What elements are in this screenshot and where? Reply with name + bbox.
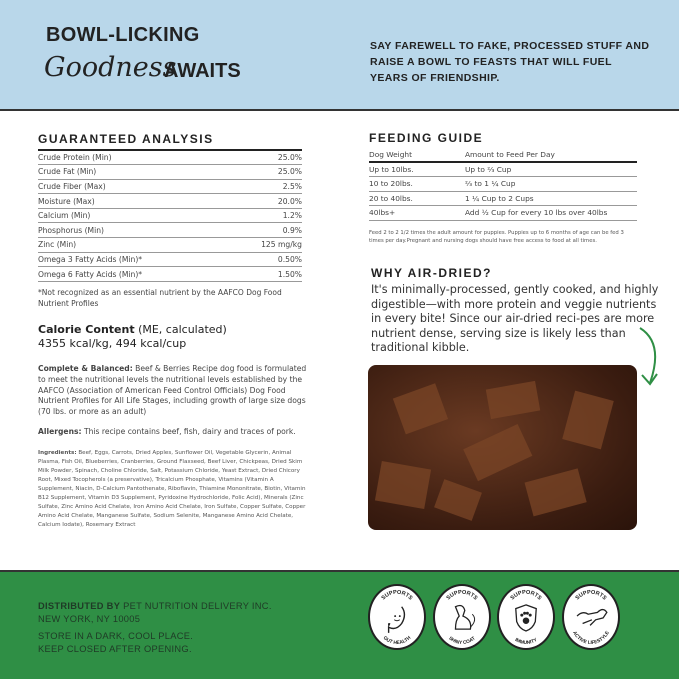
- analysis-note: *Not recognized as an essential nutrient by the AAFCO Dog Food Nutrient Profiles: [38, 287, 282, 308]
- badge-top-text: SUPPORTS: [509, 589, 543, 602]
- column-header: Dog Weight: [369, 147, 465, 162]
- why-air-dried-title: WHY AIR-DRIED?: [371, 266, 492, 280]
- ingredients: [38, 449, 310, 530]
- column-header: Amount to Feed Per Day: [465, 147, 637, 162]
- nutrient-name: Zinc (Min): [38, 238, 228, 253]
- nutrient-name: Moisture (Max): [38, 194, 228, 209]
- badge-bottom-text: SHINY COAT: [447, 636, 477, 647]
- table-row: [38, 194, 302, 209]
- benefit-badge: [368, 584, 426, 650]
- nutrient-name: Crude Fiber (Max): [38, 179, 228, 194]
- table-row: [369, 162, 637, 177]
- svg-text:SUPPORTS: [446, 590, 479, 602]
- benefit-badge: [433, 584, 491, 650]
- svg-text:IMMUNITY: [514, 637, 539, 646]
- allergens-label: Allergens:: [38, 427, 82, 436]
- nutrient-value: 25.0%: [228, 165, 302, 180]
- ingredients-label: Ingredients:: [38, 450, 77, 456]
- svg-text:ACTIVE LIFESTYLE: [571, 630, 611, 647]
- table-row: [38, 165, 302, 180]
- table-row: [38, 252, 302, 267]
- dog-weight: Up to 10lbs.: [369, 162, 465, 177]
- feed-amount: Add ½ Cup for every 10 lbs over 40lbs: [465, 206, 637, 221]
- complete-text: Beef & Berries Recipe dog food is formulated to meet the nutritional levels the nutritional levels established by the AAFCO (Association of American Feed Control Officials) Dog Food Nutrient Profiles for All Life Stages, including growth of large size dogs (70 lbs. or more as an adult): [38, 364, 307, 417]
- nutrient-value: 2.5%: [228, 179, 302, 194]
- badge-top-text: SUPPORTS: [574, 589, 608, 602]
- distributor-name: PET NUTRITION DELIVERY INC.: [120, 601, 272, 611]
- benefit-badge: [497, 584, 555, 650]
- dog-weight: 20 to 40lbs.: [369, 191, 465, 206]
- nutrient-name: Phosphorus (Min): [38, 223, 228, 238]
- feed-amount: ⅔ to 1 ¼ Cup: [465, 177, 637, 192]
- nutrient-name: Omega 3 Fatty Acids (Min)*: [38, 252, 228, 267]
- table-row: [38, 179, 302, 194]
- badge-top-text: SUPPORTS: [445, 589, 479, 602]
- calorie-content: [38, 323, 308, 351]
- feed-amount: 1 ¼ Cup to 2 Cups: [465, 191, 637, 206]
- complete-balanced: [38, 364, 308, 418]
- section-title: GUARANTEED ANALYSIS: [38, 132, 214, 146]
- section-title: FEEDING GUIDE: [369, 131, 484, 145]
- storage-line: STORE IN A DARK, COOL PLACE.: [38, 631, 194, 641]
- badge-bottom-text: IMMUNITY: [513, 637, 539, 647]
- headline-line1: BOWL-LICKING: [46, 24, 200, 46]
- feed-amount: Up to ⅔ Cup: [465, 162, 637, 177]
- table-row: [38, 150, 302, 165]
- table-row: [38, 238, 302, 253]
- benefit-badge: [562, 584, 620, 650]
- table-row: [369, 191, 637, 206]
- nutrient-value: 125 mg/kg: [228, 238, 302, 253]
- table-row: [369, 206, 637, 221]
- guaranteed-analysis: [38, 132, 302, 309]
- calorie-value: 4355 kcal/kg, 494 kcal/cup: [38, 337, 187, 350]
- nutrient-value: 0.9%: [228, 223, 302, 238]
- nutrient-value: 1.50%: [228, 267, 302, 282]
- badge-top-text: SUPPORTS: [380, 589, 414, 602]
- nutrient-name: Crude Fat (Min): [38, 165, 228, 180]
- distributor-label: DISTRIBUTED BY: [38, 601, 121, 611]
- dog-weight: 10 to 20lbs.: [369, 177, 465, 192]
- feeding-table: [369, 147, 637, 221]
- storage-line: KEEP CLOSED AFTER OPENING.: [38, 644, 192, 654]
- table-row: [38, 208, 302, 223]
- tagline: SAY FAREWELL TO FAKE, PROCESSED STUFF AND RAISE A BOWL TO FEASTS THAT WILL FUEL YEARS OF FRIENDSHIP.: [370, 40, 650, 84]
- analysis-table: [38, 149, 302, 282]
- food-texture: [368, 365, 637, 530]
- nutrient-value: 0.50%: [228, 252, 302, 267]
- badge-bottom-text: ACTIVE LIFESTYLE: [571, 630, 611, 647]
- badge-bottom-text: GUT HEALTH: [381, 635, 413, 647]
- headline-script-word: Goodness: [44, 52, 177, 83]
- nutrient-name: Crude Protein (Min): [38, 150, 228, 165]
- dog-weight: 40lbs+: [369, 206, 465, 221]
- svg-text:SUPPORTS: [510, 590, 543, 602]
- feeding-note: Feed 2 to 2 1/2 times the adult amount for puppies. Puppies up to 6 months of age can be fed 3 times per day.Pregnant and nursing dogs should have free access to food at all times.: [369, 230, 624, 244]
- running-dog-icon: [577, 610, 607, 626]
- table-row: [38, 223, 302, 238]
- calorie-qualifier: (ME, calculated): [134, 323, 227, 336]
- allergens-text: This recipe contains beef, fish, dairy and traces of pork.: [81, 427, 296, 436]
- curved-arrow-icon: [636, 325, 666, 389]
- svg-text:SHINY COAT: [447, 636, 476, 647]
- table-row: [38, 267, 302, 282]
- distributor: [38, 600, 272, 626]
- table-row: [369, 177, 637, 192]
- svg-text:SUPPORTS: [381, 590, 414, 602]
- headline-line2: AWAITS: [164, 60, 241, 82]
- stomach-icon: [388, 607, 404, 633]
- calorie-label: Calorie Content: [38, 323, 135, 336]
- complete-label: Complete & Balanced:: [38, 364, 133, 373]
- why-air-dried-text: It's minimally-processed, gently cooked, and highly digestible—with more protein and veggie nutrients in every bite! Since our air-dried reci-pes are more nutrient dense, serving size is likely less than traditional kibble.: [371, 283, 659, 354]
- dog-icon: [455, 606, 474, 630]
- feeding-guide: [369, 131, 637, 221]
- air-dried-food-photo: [368, 365, 637, 530]
- ingredients-text: Beef, Eggs, Carrots, Dried Apples, Sunflower Oil, Vegetable Glycerin, Animal Plasma, Fish Oil, Blueberries, Cranberries, Ground Flaxseed, Beef Liver, Chickpeas, Dried Skim Milk Powder, Spinach, Choline Chloride, Salt, Potassium Chloride, Yeast Extract, Dried Chicory Root, Mixed Tocopherols (a preservative), Tricalcium Phosphate, Vitamins (Vitamin A Supplement, Niacin, D-Calcium Pantothenate, Riboflavin, Thiamine Mononitrate, Biotin, Vitamin B12 Supplement, Vitamin D3 Supplement, Pyridoxine Hydrochloride, Folic Acid), Minerals (Zinc Sulfate, Zinc Amino Acid Chelate, Iron Amino Acid Chelate, Iron Sulfate, Copper Sulfate, Copper Amino Acid Chelate, Manganese Sulfate, Sodium Selenite, Manganese Amino Acid Chelate, Calcium Iodate), Rosemary Extract: [38, 450, 306, 528]
- nutrient-name: Calcium (Min): [38, 208, 228, 223]
- nutrient-name: Omega 6 Fatty Acids (Min)*: [38, 267, 228, 282]
- svg-text:GUT HEALTH: [382, 635, 413, 646]
- nutrient-value: 20.0%: [228, 194, 302, 209]
- allergens: [38, 427, 308, 436]
- svg-text:SUPPORTS: [575, 590, 608, 602]
- distributor-address: NEW YORK, NY 10005: [38, 614, 141, 624]
- nutrient-value: 25.0%: [228, 150, 302, 165]
- storage-instructions: [38, 630, 193, 656]
- nutrient-value: 1.2%: [228, 208, 302, 223]
- paw-shield-icon: [516, 605, 536, 631]
